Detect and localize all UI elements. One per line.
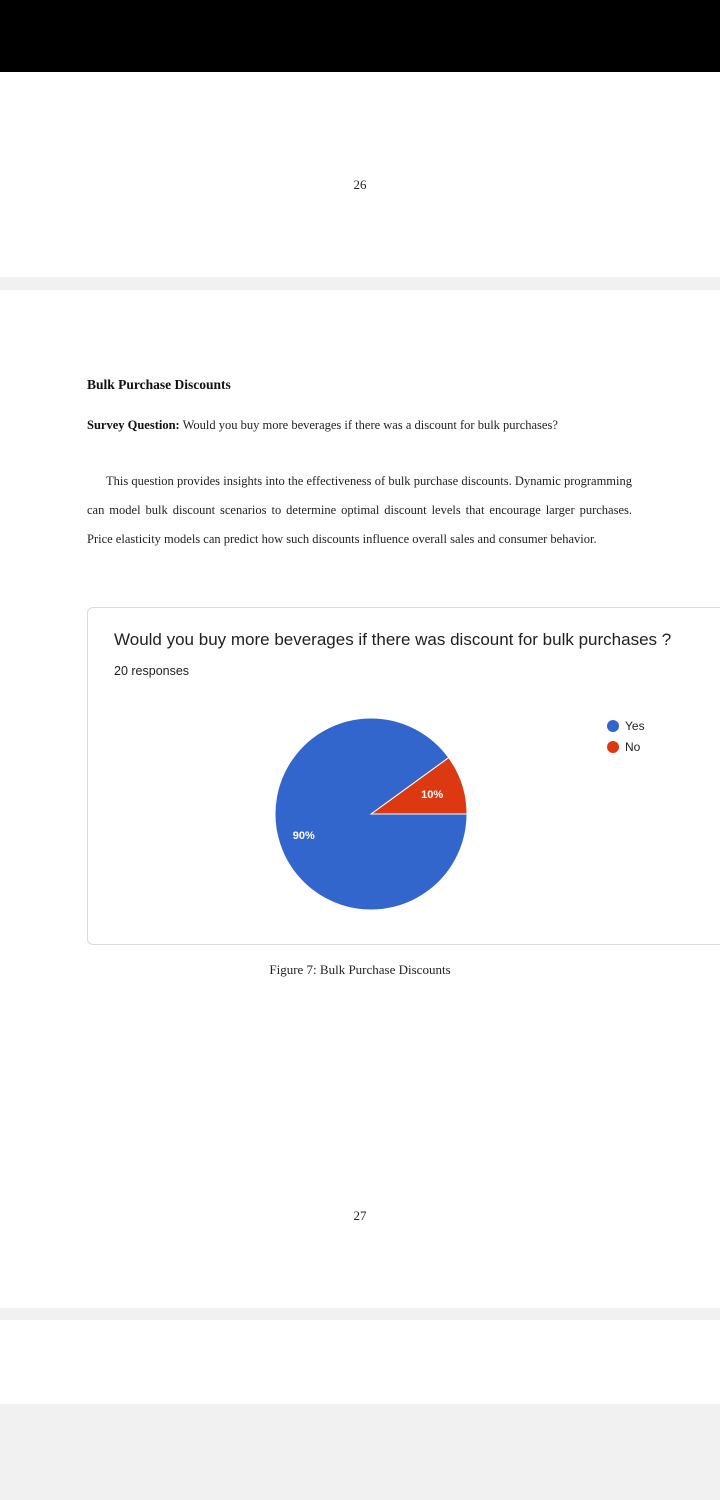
legend-item-no bbox=[607, 736, 645, 757]
question-label: Survey Question: bbox=[87, 418, 180, 432]
figure-caption: Figure 7: Bulk Purchase Discounts bbox=[269, 962, 451, 977]
survey-question bbox=[87, 411, 632, 440]
response-count: 20 responses bbox=[114, 664, 190, 678]
legend-label: No bbox=[625, 739, 641, 754]
section-title: Bulk Purchase Discounts bbox=[87, 377, 231, 392]
pie-label-no: 10% bbox=[421, 789, 444, 802]
legend-item-yes bbox=[607, 715, 645, 736]
page-26 bbox=[0, 72, 720, 277]
page-number: 26 bbox=[353, 177, 367, 192]
pie-slice-yes bbox=[275, 718, 467, 910]
chart-card bbox=[87, 607, 720, 945]
question-text: Would you buy more beverages if there was a discount for bulk purchases? bbox=[179, 418, 558, 432]
legend-swatch bbox=[607, 741, 619, 753]
pie-chart bbox=[88, 608, 720, 944]
page-27 bbox=[0, 290, 720, 1308]
top-bar bbox=[0, 0, 720, 72]
page-number: 27 bbox=[353, 1208, 367, 1223]
pie-label-yes: 90% bbox=[292, 830, 315, 843]
page-28 bbox=[0, 1320, 720, 1404]
legend-swatch bbox=[607, 720, 619, 732]
legend-label: Yes bbox=[625, 718, 645, 733]
chart-legend bbox=[607, 715, 645, 757]
body-paragraph: This question provides insights into the effectiveness of bulk purchase discounts. Dynamic programming can model bulk discount scenarios to determine optimal discount levels that encourage larger purchases. Price elasticity models can predict how such discounts influence overall sales and consumer behavior. bbox=[87, 474, 632, 546]
chart-title: Would you buy more beverages if there was discount for bulk purchases ? bbox=[114, 630, 672, 649]
